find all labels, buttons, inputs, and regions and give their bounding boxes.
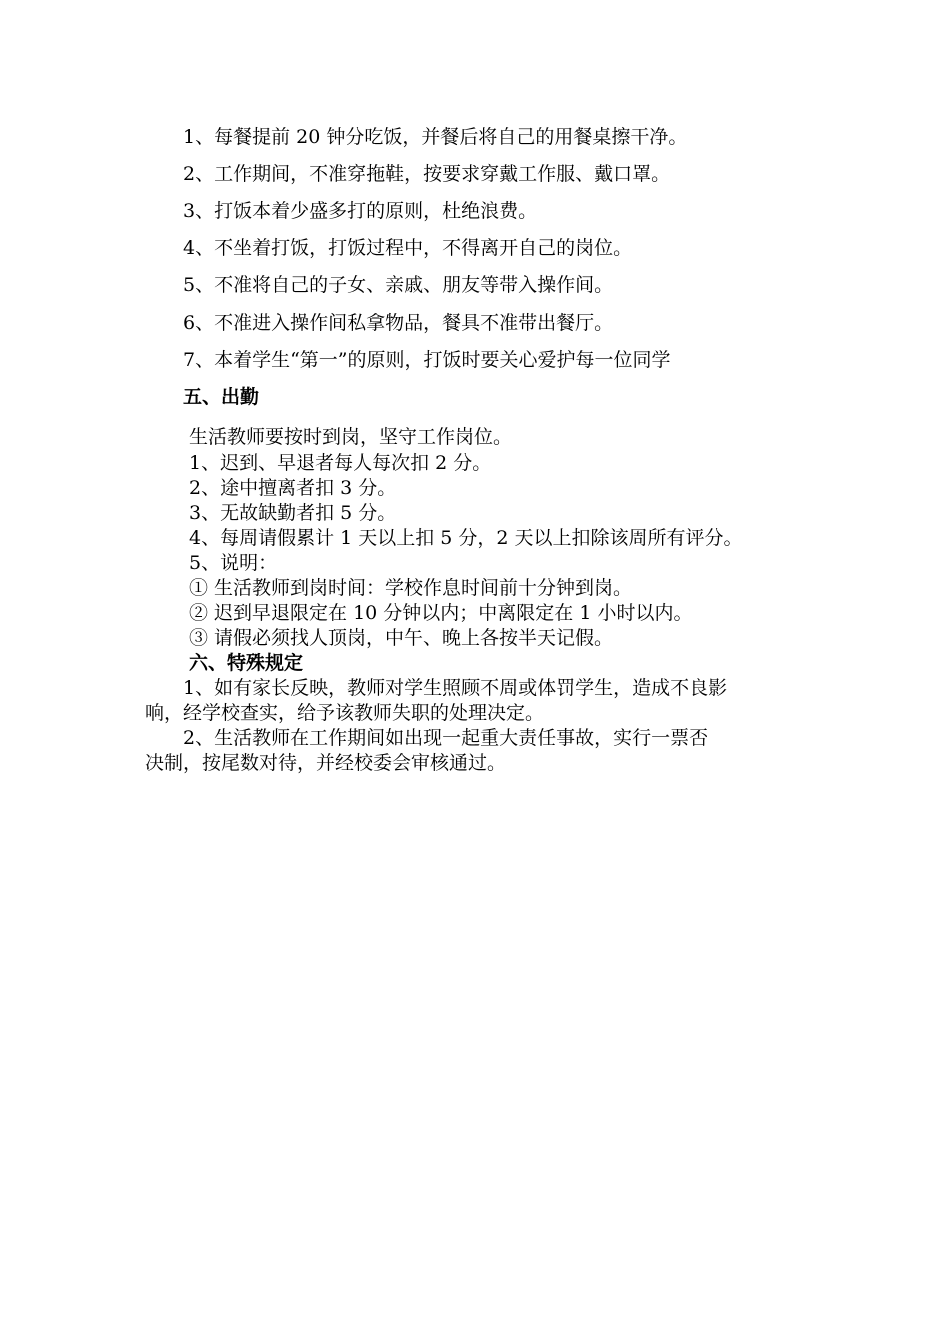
rule-item-5: 5、不准将自己的子女、亲戚、朋友等带入操作间。 (183, 274, 614, 296)
attendance-line: 4、每周请假累计 1 天以上扣 5 分，2 天以上扣除该周所有评分。 (189, 527, 743, 549)
special-rule-1-line-1: 1、如有家长反映，教师对学生照顾不周或体罚学生，造成不良影 (183, 677, 728, 699)
attendance-note: ② 迟到早退限定在 10 分钟以内；中离限定在 1 小时以内。 (189, 602, 693, 624)
rule-item-7: 7、本着学生“第一”的原则，打饭时要关心爱护每一位同学 (183, 349, 671, 371)
attendance-note: ① 生活教师到岗时间：学校作息时间前十分钟到岗。 (189, 577, 633, 599)
special-rule-1-line-2: 响，经学校查实，给予该教师失职的处理决定。 (145, 702, 545, 724)
attendance-line: 5、说明： (189, 552, 278, 574)
attendance-note: ③ 请假必须找人顶岗，中午、晚上各按半天记假。 (189, 627, 614, 649)
attendance-line: 3、无故缺勤者扣 5 分。 (189, 502, 397, 524)
attendance-line: 生活教师要按时到岗，坚守工作岗位。 (189, 426, 513, 448)
section-heading-special-rules: 六、特殊规定 (189, 652, 304, 674)
special-rule-2-line-1: 2、生活教师在工作期间如出现一起重大责任事故，实行一票否 (183, 727, 709, 749)
section-heading-attendance: 五、出勤 (183, 386, 260, 408)
rule-item-3: 3、打饭本着少盛多打的原则，杜绝浪费。 (183, 200, 538, 222)
attendance-line: 2、途中擅离者扣 3 分。 (189, 477, 397, 499)
attendance-line: 1、迟到、早退者每人每次扣 2 分。 (189, 452, 492, 474)
special-rule-2-line-2: 决制，按尾数对待，并经校委会审核通过。 (145, 752, 507, 774)
rule-item-2: 2、工作期间，不准穿拖鞋，按要求穿戴工作服、戴口罩。 (183, 163, 671, 185)
rule-item-4: 4、不坐着打饭，打饭过程中，不得离开自己的岗位。 (183, 237, 633, 259)
rule-item-1: 1、每餐提前 20 钟分吃饭，并餐后将自己的用餐桌擦干净。 (183, 126, 688, 148)
rule-item-6: 6、不准进入操作间私拿物品，餐具不准带出餐厅。 (183, 312, 614, 334)
